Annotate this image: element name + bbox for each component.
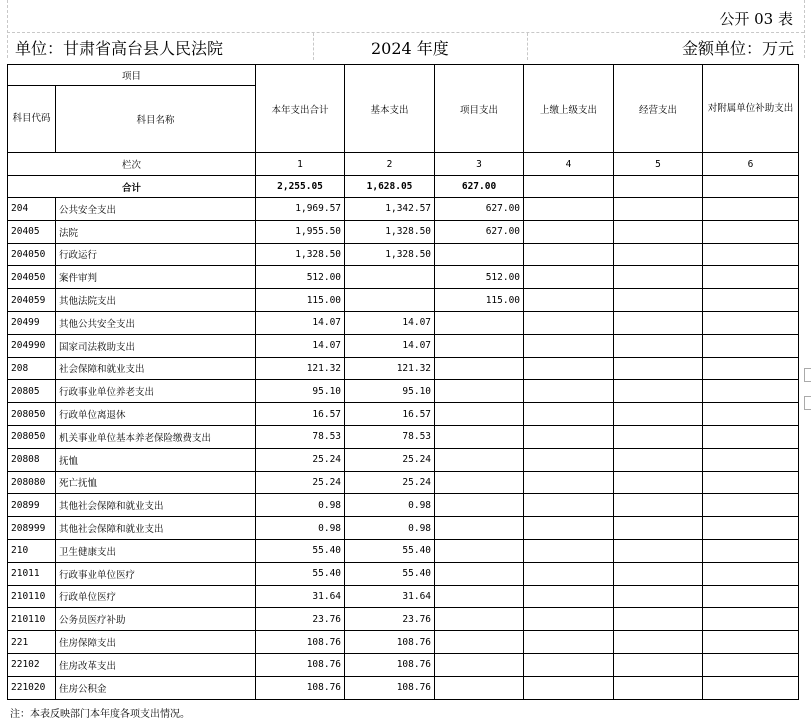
- row-business: [614, 198, 703, 221]
- table-row: [8, 608, 799, 631]
- row-name: 机关事业单位基本养老保险缴费支出: [56, 425, 256, 448]
- row-upper: [524, 448, 614, 471]
- row-name: 抚恤: [56, 448, 256, 471]
- table-row: [8, 403, 799, 426]
- unit-name: 单位：甘肃省高台县人民法院: [15, 39, 224, 58]
- total-project: 627.00: [435, 176, 524, 198]
- row-code: 20899: [8, 494, 56, 517]
- table-row: [8, 585, 799, 608]
- total-basic: 1,628.05: [345, 176, 435, 198]
- row-code: 204059: [8, 289, 56, 312]
- row-business: [614, 653, 703, 676]
- money-unit: 金额单位：万元: [681, 39, 794, 58]
- row-code: 20499: [8, 311, 56, 334]
- row-name: 行政运行: [56, 243, 256, 266]
- table-row: [8, 289, 799, 312]
- sheet-side-marker: [804, 368, 811, 382]
- row-project: [435, 357, 524, 380]
- row-project: [435, 517, 524, 540]
- table-row: [8, 198, 799, 221]
- row-business: [614, 539, 703, 562]
- row-subsidy: [703, 380, 799, 403]
- row-upper: [524, 676, 614, 699]
- row-upper: [524, 380, 614, 403]
- row-subsidy: [703, 653, 799, 676]
- row-total: 1,955.50: [256, 220, 345, 243]
- row-basic: 1,328.50: [345, 243, 435, 266]
- row-name: 其他法院支出: [56, 289, 256, 312]
- row-subsidy: [703, 357, 799, 380]
- row-upper: [524, 631, 614, 654]
- row-project: [435, 562, 524, 585]
- table-row: [8, 676, 799, 699]
- row-project: [435, 653, 524, 676]
- row-project: 512.00: [435, 266, 524, 289]
- row-basic: 16.57: [345, 403, 435, 426]
- row-subsidy: [703, 631, 799, 654]
- row-subsidy: [703, 585, 799, 608]
- header-row-label: 栏次: [8, 153, 256, 176]
- header-basic: 基本支出: [345, 65, 435, 153]
- row-business: [614, 471, 703, 494]
- row-basic: 108.76: [345, 676, 435, 699]
- row-business: [614, 517, 703, 540]
- header-business: 经营支出: [614, 65, 703, 153]
- table-row: [8, 243, 799, 266]
- row-upper: [524, 494, 614, 517]
- row-total: 25.24: [256, 448, 345, 471]
- row-business: [614, 631, 703, 654]
- row-name: 其他公共安全支出: [56, 311, 256, 334]
- row-name: 其他社会保障和就业支出: [56, 517, 256, 540]
- row-code: 208050: [8, 425, 56, 448]
- row-name: 国家司法救助支出: [56, 334, 256, 357]
- row-project: [435, 631, 524, 654]
- row-name: 公共安全支出: [56, 198, 256, 221]
- row-business: [614, 403, 703, 426]
- row-total: 23.76: [256, 608, 345, 631]
- row-project: [435, 494, 524, 517]
- row-basic: 31.64: [345, 585, 435, 608]
- total-subsidy: [703, 176, 799, 198]
- total-label: 合计: [8, 176, 256, 198]
- row-upper: [524, 266, 614, 289]
- cell-divider: [313, 33, 314, 60]
- row-project: [435, 425, 524, 448]
- row-subsidy: [703, 266, 799, 289]
- row-subsidy: [703, 403, 799, 426]
- row-total: 115.00: [256, 289, 345, 312]
- row-name: 住房公积金: [56, 676, 256, 699]
- row-business: [614, 494, 703, 517]
- row-upper: [524, 585, 614, 608]
- col-index: 2: [345, 153, 435, 176]
- row-code: 20805: [8, 380, 56, 403]
- table-row: [8, 380, 799, 403]
- row-upper: [524, 311, 614, 334]
- row-basic: 25.24: [345, 471, 435, 494]
- footnote: 注：本表反映部门本年度各项支出情况。: [10, 709, 190, 720]
- row-code: 221020: [8, 676, 56, 699]
- row-basic: 25.24: [345, 448, 435, 471]
- row-business: [614, 425, 703, 448]
- table-row: [8, 334, 799, 357]
- row-subsidy: [703, 471, 799, 494]
- header-code: 科目代码: [8, 86, 56, 153]
- row-total: 55.40: [256, 562, 345, 585]
- row-project: [435, 243, 524, 266]
- row-business: [614, 562, 703, 585]
- table-row: [8, 631, 799, 654]
- row-subsidy: [703, 539, 799, 562]
- row-business: [614, 585, 703, 608]
- row-basic: 108.76: [345, 631, 435, 654]
- row-project: [435, 676, 524, 699]
- row-code: 204050: [8, 266, 56, 289]
- header-total: 本年支出合计: [256, 65, 345, 153]
- row-project: [435, 311, 524, 334]
- row-name: 行政单位医疗: [56, 585, 256, 608]
- row-total: 78.53: [256, 425, 345, 448]
- row-total: 14.07: [256, 334, 345, 357]
- row-basic: 14.07: [345, 334, 435, 357]
- row-subsidy: [703, 289, 799, 312]
- sheet-side-marker: [804, 396, 811, 410]
- row-basic: 78.53: [345, 425, 435, 448]
- row-business: [614, 448, 703, 471]
- col-index: 3: [435, 153, 524, 176]
- row-upper: [524, 403, 614, 426]
- cell-divider: [527, 33, 528, 60]
- row-subsidy: [703, 311, 799, 334]
- row-code: 210110: [8, 585, 56, 608]
- row-name: 法院: [56, 220, 256, 243]
- row-name: 行政单位离退休: [56, 403, 256, 426]
- row-project: [435, 448, 524, 471]
- row-basic: 55.40: [345, 562, 435, 585]
- row-upper: [524, 289, 614, 312]
- row-business: [614, 380, 703, 403]
- row-total: 1,969.57: [256, 198, 345, 221]
- row-code: 21011: [8, 562, 56, 585]
- row-upper: [524, 334, 614, 357]
- row-business: [614, 220, 703, 243]
- row-project: 627.00: [435, 220, 524, 243]
- row-upper: [524, 539, 614, 562]
- col-index: 1: [256, 153, 345, 176]
- row-total: 512.00: [256, 266, 345, 289]
- table-row: [8, 425, 799, 448]
- row-name: 公务员医疗补助: [56, 608, 256, 631]
- header-project: 项目支出: [435, 65, 524, 153]
- row-total: 25.24: [256, 471, 345, 494]
- table-row: [8, 266, 799, 289]
- row-subsidy: [703, 517, 799, 540]
- row-project: 627.00: [435, 198, 524, 221]
- row-total: 0.98: [256, 494, 345, 517]
- row-business: [614, 266, 703, 289]
- row-upper: [524, 562, 614, 585]
- row-name: 住房保障支出: [56, 631, 256, 654]
- row-code: 208050: [8, 403, 56, 426]
- row-project: [435, 471, 524, 494]
- row-project: [435, 539, 524, 562]
- row-basic: 121.32: [345, 357, 435, 380]
- row-total: 108.76: [256, 653, 345, 676]
- row-project: [435, 608, 524, 631]
- table-row: [8, 562, 799, 585]
- row-upper: [524, 653, 614, 676]
- row-basic: 23.76: [345, 608, 435, 631]
- row-total: 121.32: [256, 357, 345, 380]
- row-business: [614, 608, 703, 631]
- row-code: 204: [8, 198, 56, 221]
- expenditure-table: [7, 64, 799, 700]
- row-total: 16.57: [256, 403, 345, 426]
- total-business: [614, 176, 703, 198]
- table-row: [8, 653, 799, 676]
- total-upper: [524, 176, 614, 198]
- row-project: 115.00: [435, 289, 524, 312]
- unit-row: [7, 33, 804, 60]
- table-number: 公开 03 表: [719, 10, 793, 28]
- col-index: 5: [614, 153, 703, 176]
- row-total: 108.76: [256, 631, 345, 654]
- row-total: 95.10: [256, 380, 345, 403]
- row-code: 208080: [8, 471, 56, 494]
- row-upper: [524, 198, 614, 221]
- row-subsidy: [703, 448, 799, 471]
- row-name: 社会保障和就业支出: [56, 357, 256, 380]
- row-subsidy: [703, 494, 799, 517]
- table-row: [8, 494, 799, 517]
- row-basic: [345, 289, 435, 312]
- row-code: 204990: [8, 334, 56, 357]
- row-code: 20405: [8, 220, 56, 243]
- table-row: [8, 517, 799, 540]
- row-business: [614, 289, 703, 312]
- row-subsidy: [703, 425, 799, 448]
- table-row: [8, 357, 799, 380]
- row-upper: [524, 220, 614, 243]
- row-upper: [524, 357, 614, 380]
- total-sum: 2,255.05: [256, 176, 345, 198]
- row-basic: [345, 266, 435, 289]
- row-total: 1,328.50: [256, 243, 345, 266]
- row-upper: [524, 608, 614, 631]
- row-basic: 0.98: [345, 494, 435, 517]
- row-basic: 1,342.57: [345, 198, 435, 221]
- table-row: [8, 220, 799, 243]
- row-upper: [524, 425, 614, 448]
- row-upper: [524, 243, 614, 266]
- row-name: 案件审判: [56, 266, 256, 289]
- row-code: 208999: [8, 517, 56, 540]
- row-basic: 1,328.50: [345, 220, 435, 243]
- row-code: 208: [8, 357, 56, 380]
- row-basic: 95.10: [345, 380, 435, 403]
- table-row: [8, 539, 799, 562]
- row-total: 31.64: [256, 585, 345, 608]
- row-total: 55.40: [256, 539, 345, 562]
- row-subsidy: [703, 220, 799, 243]
- row-project: [435, 380, 524, 403]
- row-total: 108.76: [256, 676, 345, 699]
- row-subsidy: [703, 676, 799, 699]
- row-subsidy: [703, 334, 799, 357]
- row-business: [614, 311, 703, 334]
- row-name: 行政事业单位养老支出: [56, 380, 256, 403]
- table-row: [8, 311, 799, 334]
- row-subsidy: [703, 608, 799, 631]
- row-basic: 55.40: [345, 539, 435, 562]
- fiscal-year: 2024 年度: [371, 39, 449, 58]
- row-subsidy: [703, 243, 799, 266]
- row-project: [435, 585, 524, 608]
- row-subsidy: [703, 562, 799, 585]
- row-total: 14.07: [256, 311, 345, 334]
- row-code: 204050: [8, 243, 56, 266]
- row-code: 210110: [8, 608, 56, 631]
- row-subsidy: [703, 198, 799, 221]
- header-item: 项目: [8, 65, 256, 86]
- row-name: 其他社会保障和就业支出: [56, 494, 256, 517]
- row-upper: [524, 471, 614, 494]
- header-subsidy: 对附属单位补助支出: [703, 65, 799, 153]
- col-index: 6: [703, 153, 799, 176]
- row-business: [614, 357, 703, 380]
- row-code: 22102: [8, 653, 56, 676]
- row-code: 20808: [8, 448, 56, 471]
- row-basic: 108.76: [345, 653, 435, 676]
- table-row: [8, 471, 799, 494]
- row-business: [614, 676, 703, 699]
- row-code: 221: [8, 631, 56, 654]
- header-upper: 上缴上级支出: [524, 65, 614, 153]
- row-basic: 14.07: [345, 311, 435, 334]
- row-name: 住房改革支出: [56, 653, 256, 676]
- table-row: [8, 448, 799, 471]
- row-name: 死亡抚恤: [56, 471, 256, 494]
- sheet-right-border: [804, 0, 805, 58]
- row-code: 210: [8, 539, 56, 562]
- row-basic: 0.98: [345, 517, 435, 540]
- row-business: [614, 334, 703, 357]
- row-total: 0.98: [256, 517, 345, 540]
- row-name: 卫生健康支出: [56, 539, 256, 562]
- row-name: 行政事业单位医疗: [56, 562, 256, 585]
- row-upper: [524, 517, 614, 540]
- row-project: [435, 403, 524, 426]
- col-index: 4: [524, 153, 614, 176]
- header-name: 科目名称: [56, 86, 256, 153]
- row-business: [614, 243, 703, 266]
- row-project: [435, 334, 524, 357]
